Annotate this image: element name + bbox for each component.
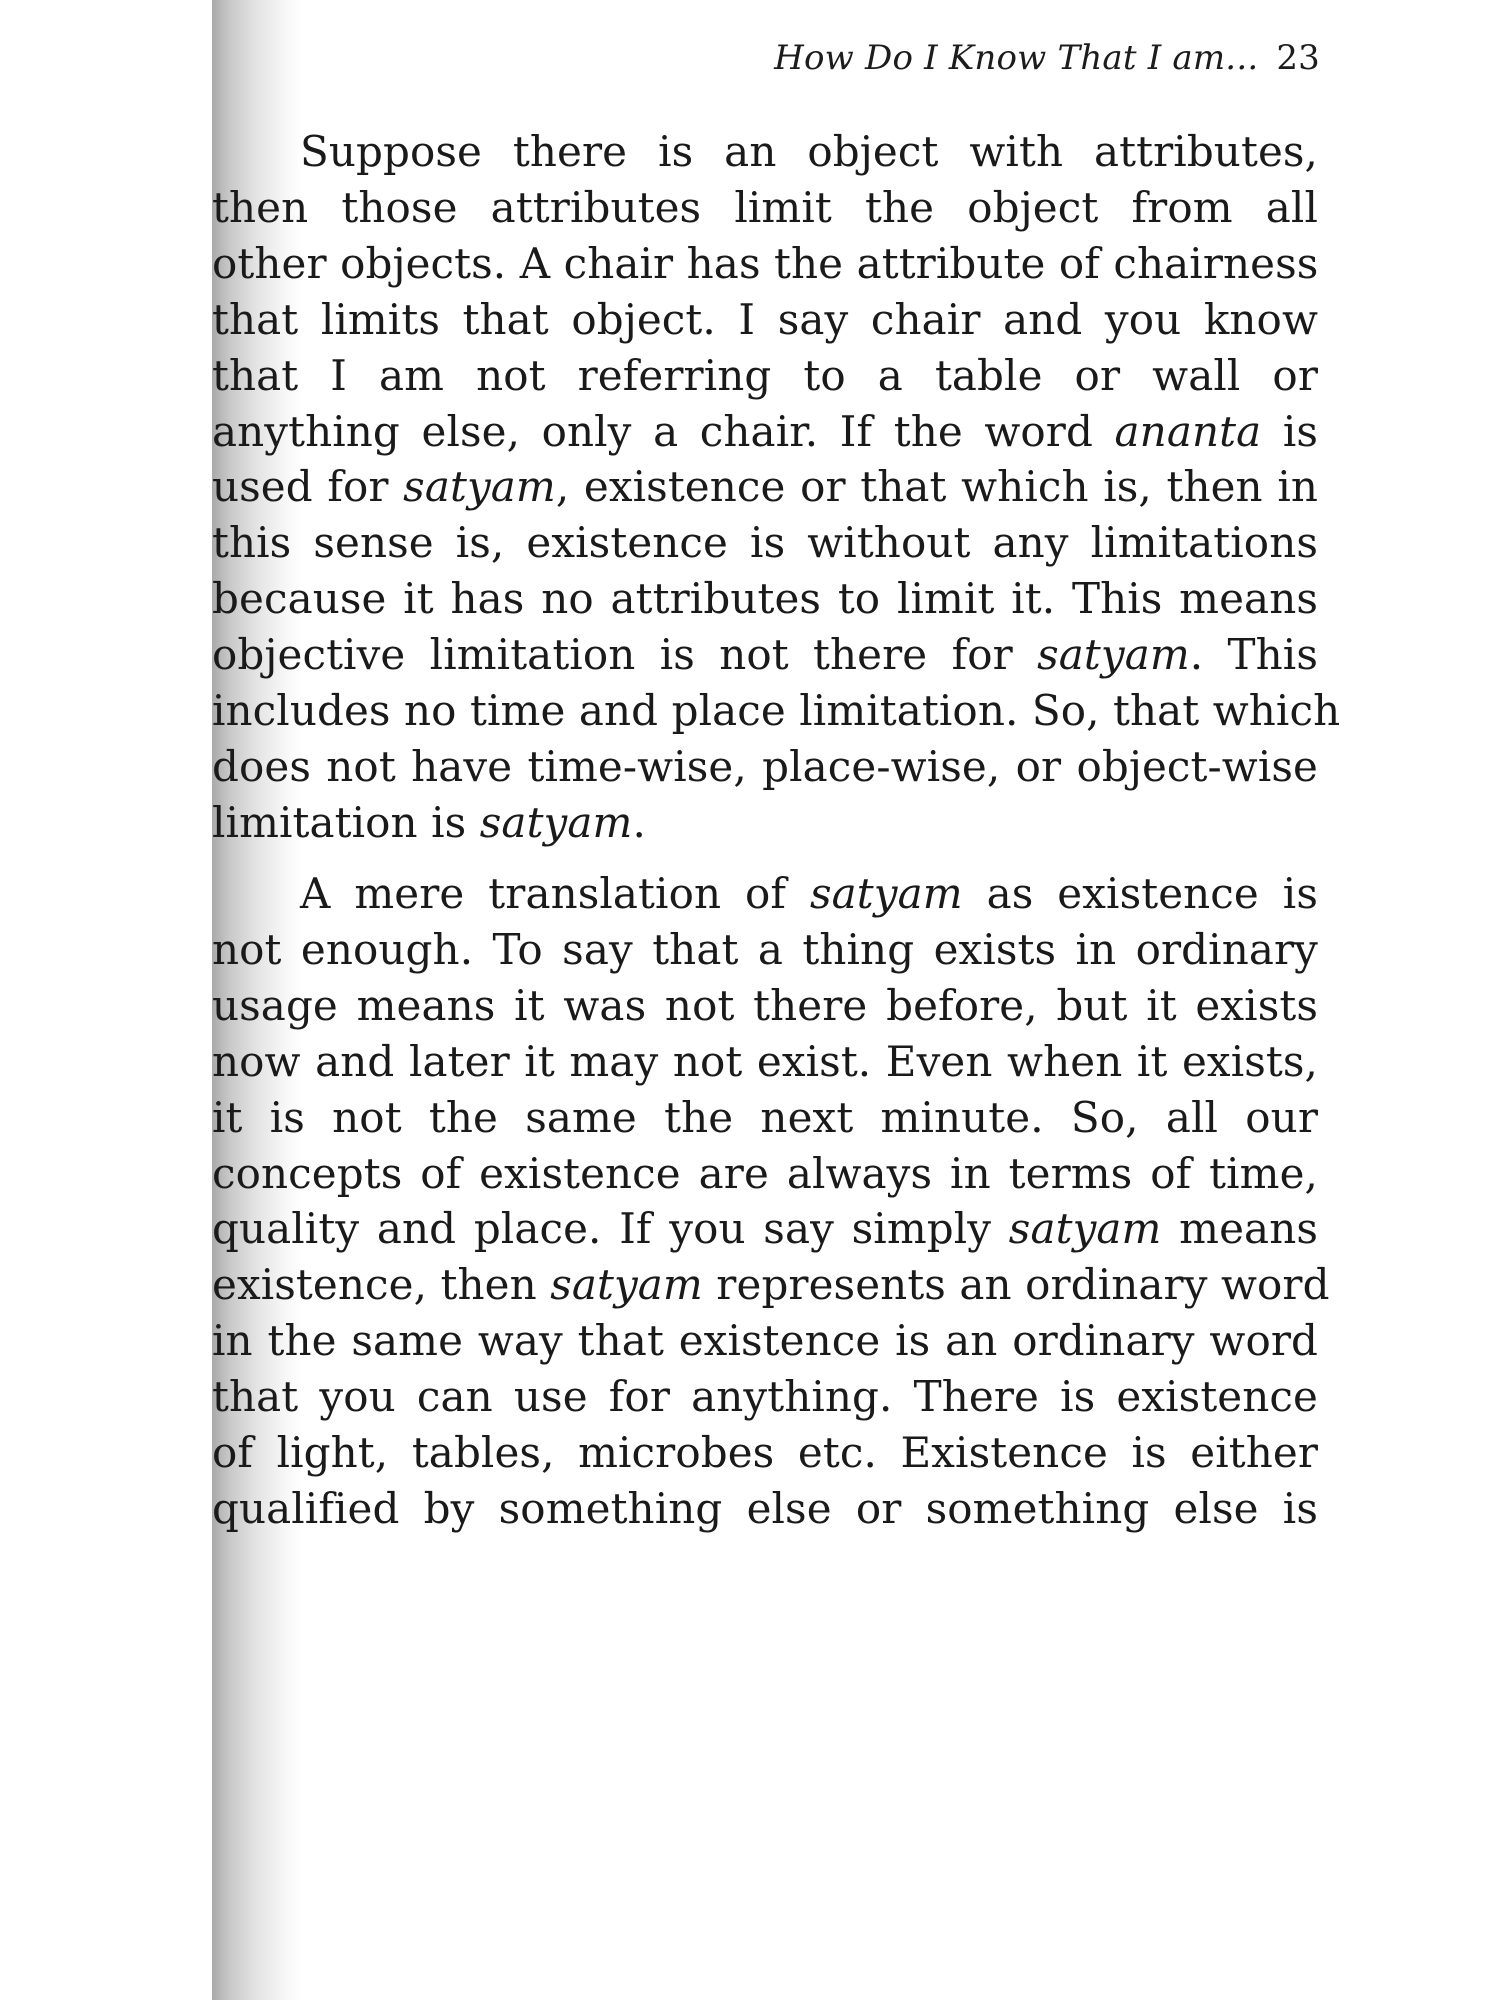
text-run: that limits that object. I say chair and you know	[212, 294, 1318, 344]
text-run: objective limitation is not there for	[212, 630, 1038, 680]
gutter-margin	[0, 0, 212, 2000]
text-run: this sense is, existence is without any limitations	[212, 518, 1318, 568]
text-run: anything else, only a chair. If the word	[212, 406, 1115, 456]
text-line	[212, 1473, 1318, 1545]
text-run: used for	[212, 462, 404, 512]
running-head-title: How Do I Know That I am...	[774, 38, 1259, 78]
text-run: that you can use for anything. There is existence	[212, 1372, 1318, 1422]
text-run: quality and place. If you say simply	[212, 1204, 1009, 1254]
italic-term: satyam	[809, 869, 963, 918]
text-run: A mere translation of	[300, 869, 810, 918]
page-number: 23	[1276, 38, 1320, 78]
text-run: . This	[1189, 630, 1318, 680]
running-head	[774, 38, 1320, 78]
text-run: existence, then	[212, 1260, 551, 1310]
text-run: then those attributes limit the object from all	[212, 182, 1318, 232]
text-run: , existence or that which is, then in	[555, 462, 1318, 512]
text-run: .	[632, 797, 646, 847]
text-run: other objects. A chair has the attribute of chairness	[212, 238, 1319, 288]
text-run: because it has no attributes to limit it. This means	[212, 574, 1318, 624]
italic-term: ananta	[1114, 406, 1262, 456]
text-run: that I am not referring to a table or wall or	[212, 350, 1318, 400]
text-run: is	[1261, 406, 1319, 456]
text-run: represents an ordinary word	[702, 1260, 1330, 1310]
text-run: as existence is	[962, 869, 1318, 918]
italic-term: satyam	[1037, 630, 1190, 680]
text-run: qualified by something else or something else is	[212, 1483, 1318, 1533]
text-run: usage means it was not there before, but it exists	[212, 980, 1318, 1030]
text-run: concepts of existence are always in terms of time,	[212, 1148, 1318, 1198]
text-run: limitation is	[212, 797, 480, 847]
text-run: in the same way that existence is an ordinary word	[212, 1316, 1318, 1366]
text-run: does not have time-wise, place-wise, or object-wise	[212, 741, 1318, 791]
text-run: it is not the same the next minute. So, all our	[212, 1092, 1318, 1142]
text-run: Suppose there is an object with attributes,	[300, 127, 1318, 176]
text-line	[212, 787, 1318, 859]
italic-term: satyam	[403, 462, 556, 512]
italic-term: satyam	[550, 1260, 703, 1310]
text-run: not enough. To say that a thing exists in ordinary	[212, 924, 1318, 974]
text-run: of light, tables, microbes etc. Existence is either	[212, 1428, 1318, 1477]
italic-term: satyam	[1008, 1204, 1162, 1254]
text-run: now and later it may not exist. Even when it exists,	[212, 1036, 1318, 1086]
text-run: includes no time and place limitation. So, that which	[212, 686, 1341, 735]
text-run: means	[1161, 1204, 1318, 1254]
italic-term: satyam	[479, 797, 633, 847]
